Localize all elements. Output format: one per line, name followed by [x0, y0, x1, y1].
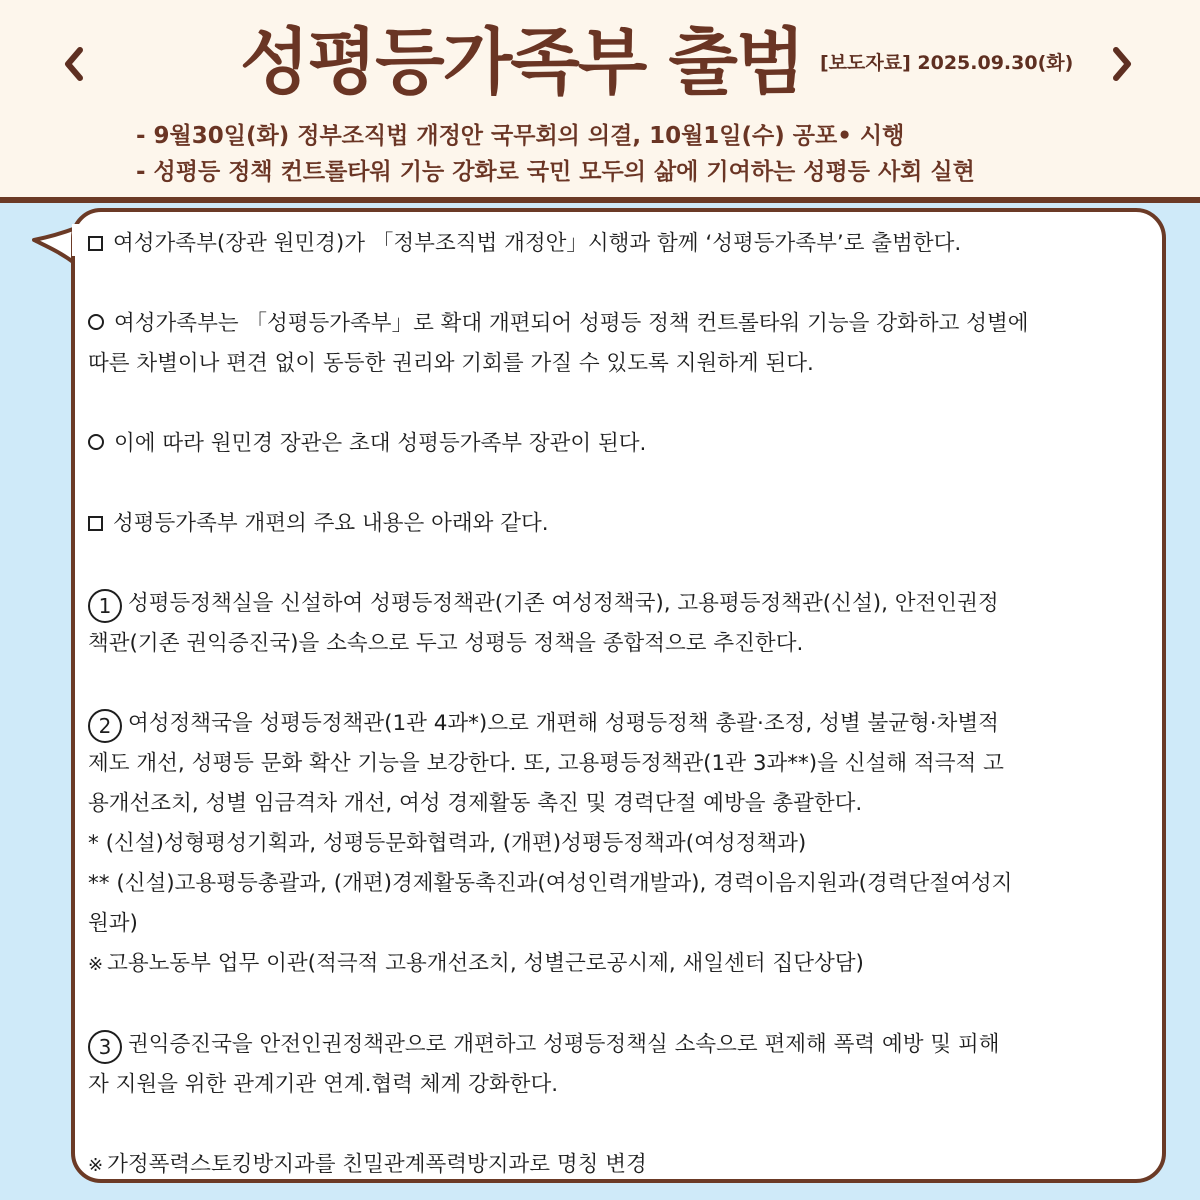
- subheadings: [136, 118, 1116, 190]
- circled-number-3: 3: [88, 1030, 122, 1064]
- square-bullet-icon: [88, 516, 103, 531]
- chevron-right-icon: [1108, 44, 1136, 84]
- header: [0, 0, 1200, 200]
- note-text: 가정폭력스토킹방지과를 친밀관계폭력방지과로 명칭 변경: [107, 1152, 647, 1177]
- final-note: [88, 1145, 1166, 1186]
- circle-bullet-icon: [88, 314, 104, 330]
- item-text: 자 지원을 위한 관계기관 연계.협력 체계 강화한다.: [88, 1072, 559, 1097]
- paragraph-text: 여성가족부(장관 원민경)가 「정부조직법 개정안」시행과 함께 ‘성평등가족부’로 출범한다.: [113, 231, 962, 256]
- item-text: 용개선조치, 성별 임금격차 개선, 여성 경제활동 촉진 및 경력단절 예방을 총괄한다.: [88, 791, 863, 816]
- chevron-left-icon: [60, 44, 88, 84]
- bubble-tail-joint: [64, 222, 80, 258]
- paragraph-expansion: [88, 304, 1166, 384]
- note-text: 고용노동부 업무 이관(적극적 고용개선조치, 성별근로공시제, 새일센터 집단상담): [107, 951, 864, 976]
- paragraph-minister: [88, 424, 1166, 464]
- subheading-1: - 9월30일(화) 정부조직법 개정안 국무회의 의결, 10월1일(수) 공포• 시행: [136, 123, 905, 149]
- item-1: [88, 584, 1166, 664]
- footnote-text: * (신설)성형평성기획과, 성평등문화협력과, (개편)성평등정책과(여성정책과): [88, 831, 807, 856]
- paragraph-intro: [88, 224, 1166, 264]
- square-bullet-icon: [88, 236, 103, 251]
- circled-number-1: 1: [88, 589, 122, 623]
- press-release-date: [보도자료] 2025.09.30(화): [820, 51, 1074, 74]
- item-text: 성평등정책실을 신설하여 성평등정책관(기존 여성정책국), 고용평등정책관(신설), 안전인권정: [128, 591, 999, 616]
- item-text: 책관(기존 권익증진국)을 소속으로 두고 성평등 정책을 종합적으로 추진한다.: [88, 631, 804, 656]
- paragraph-text: 여성가족부는 「성평등가족부」로 확대 개편되어 성평등 정책 컨트롤타워 기능을 강화하고 성별에: [114, 311, 1029, 336]
- next-page-button[interactable]: [1100, 36, 1144, 92]
- item-text: 제도 개선, 성평등 문화 확산 기능을 보강한다. 또, 고용평등정책관(1관 3과**)을 신설해 적극적 고: [88, 751, 1004, 776]
- footnote-text: 원과): [88, 911, 138, 936]
- circled-number-2: 2: [88, 709, 122, 743]
- footnote-text: ** (신설)고용평등총괄과, (개편)경제활동촉진과(여성인력개발과), 경력이음지원과(경력단절여성지: [88, 871, 1013, 896]
- subheading-2: - 성평등 정책 컨트롤타워 기능 강화로 국민 모두의 삶에 기여하는 성평등 사회 실현: [136, 159, 975, 185]
- reference-mark-icon: ※: [88, 1155, 104, 1176]
- press-release-body: [88, 224, 1166, 1186]
- prev-page-button[interactable]: [52, 36, 96, 92]
- item-text: 권익증진국을 안전인권정책관으로 개편하고 성평등정책실 소속으로 편제해 폭력 예방 및 피해: [128, 1032, 1000, 1057]
- item-text: 여성정책국을 성평등정책관(1관 4과*)으로 개편해 성평등정책 총괄·조정, 성별 불균형·차별적: [128, 711, 999, 736]
- item-2: [88, 704, 1166, 985]
- page-title: 성평등가족부 출범: [240, 20, 804, 104]
- paragraph-text: 성평등가족부 개편의 주요 내용은 아래와 같다.: [113, 511, 549, 536]
- item-3: [88, 1025, 1166, 1105]
- paragraph-summary: [88, 504, 1166, 544]
- paragraph-text: 따른 차별이나 편견 없이 동등한 권리와 기회를 가질 수 있도록 지원하게 된다.: [88, 351, 814, 376]
- reference-mark-icon: ※: [88, 954, 104, 975]
- circle-bullet-icon: [88, 434, 104, 450]
- paragraph-text: 이에 따라 원민경 장관은 초대 성평등가족부 장관이 된다.: [114, 431, 647, 456]
